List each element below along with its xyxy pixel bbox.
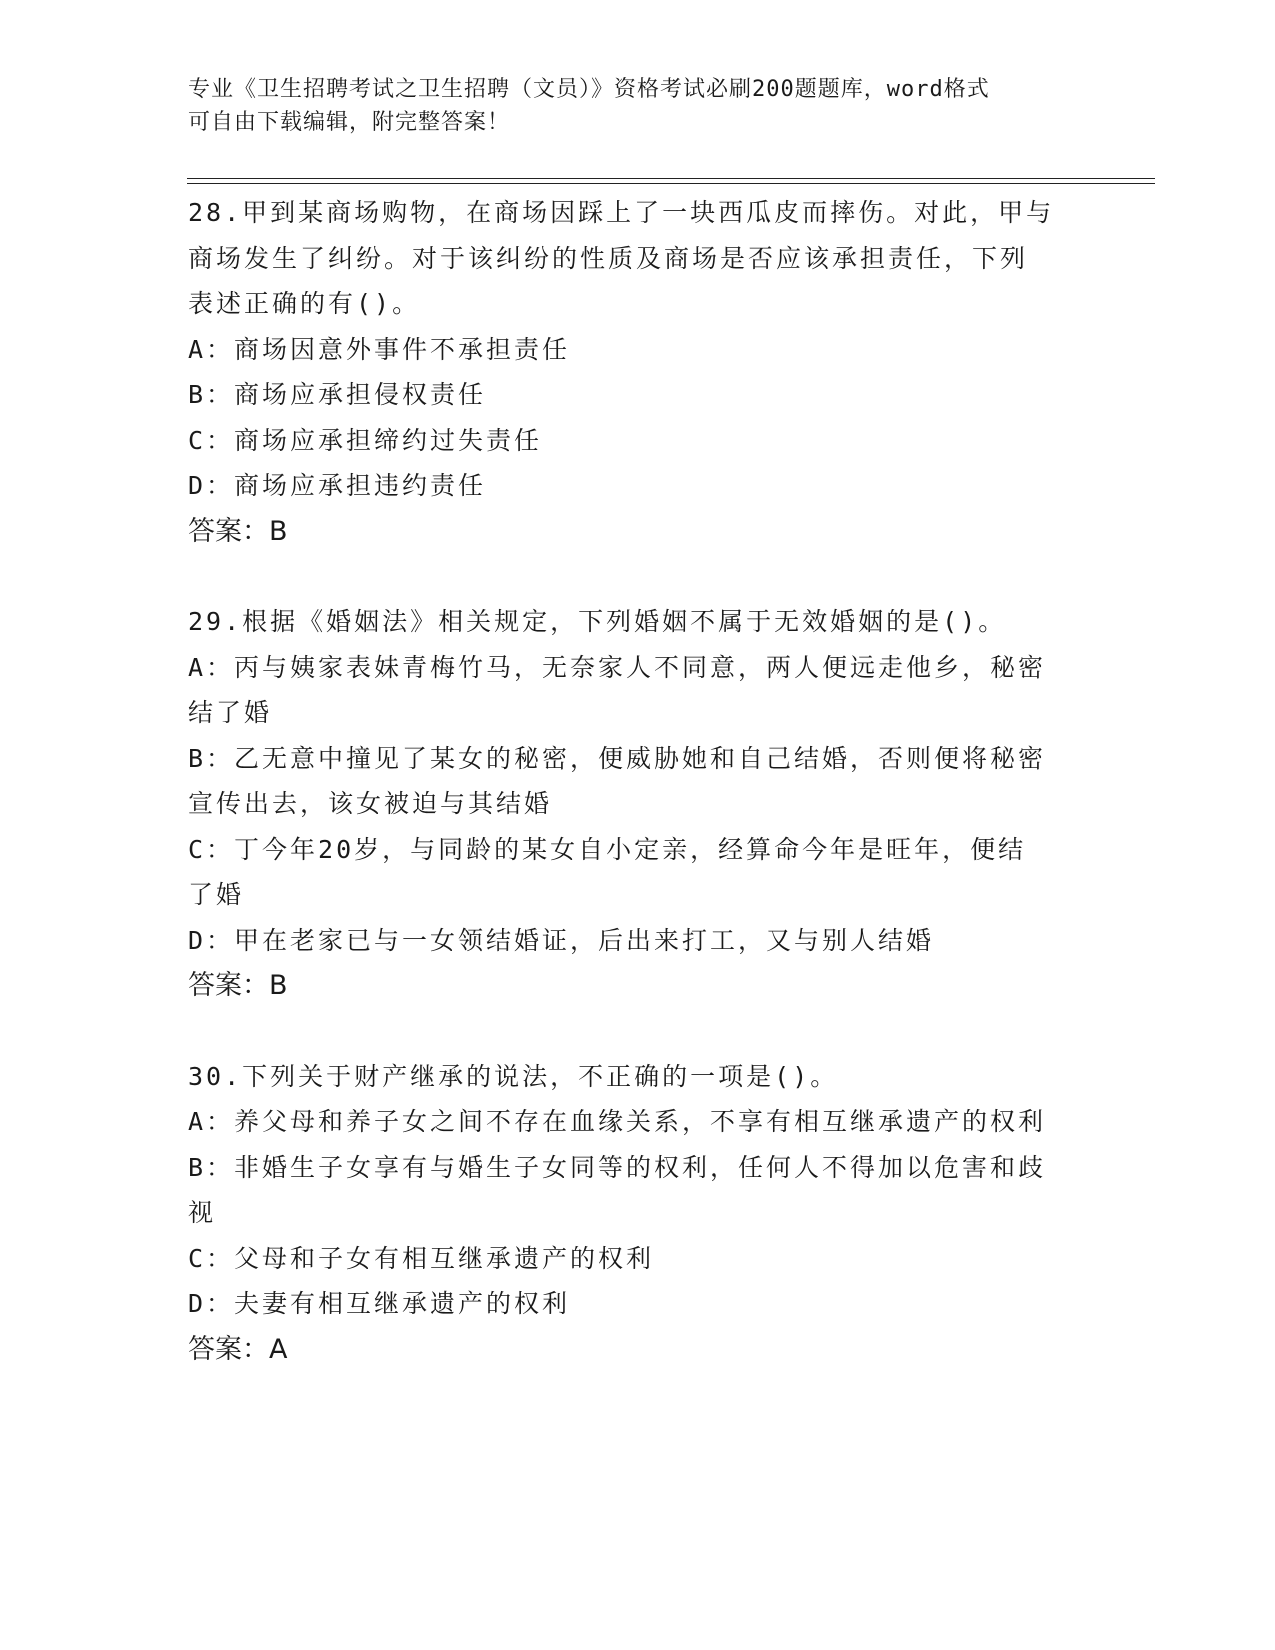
- option-b-continued: 宣传出去，该女被迫与其结婚: [188, 789, 553, 818]
- question-spacer: [188, 554, 1088, 599]
- option-c-continued: 了婚: [188, 880, 245, 909]
- question-list: [188, 190, 1088, 1372]
- question-stem-line: 商场发生了纠纷。对于该纠纷的性质及商场是否应该承担责任，下列: [188, 243, 1029, 273]
- document-header: [188, 73, 1088, 139]
- option-b-continued: 视: [188, 1198, 217, 1227]
- option-b: B：非婚生子女享有与婚生子女同等的权利，任何人不得加以危害和歧: [188, 1152, 1047, 1182]
- question-stem-line: 30.下列关于财产继承的说法，不正确的一项是()。: [188, 1061, 839, 1091]
- header-divider-top: [187, 178, 1155, 179]
- header-divider-bottom: [187, 183, 1155, 184]
- question-stem-line: 表述正确的有()。: [188, 289, 421, 318]
- option-a: A：商场因意外事件不承担责任: [188, 334, 571, 364]
- option-a: A：丙与姨家表妹青梅竹马，无奈家人不同意，两人便远走他乡，秘密: [188, 652, 1047, 682]
- option-c: C：丁今年20岁，与同龄的某女自小定亲，经算命今年是旺年，便结: [188, 834, 1027, 864]
- option-a: A：养父母和养子女之间不存在血缘关系，不享有相互继承遗产的权利: [188, 1107, 1047, 1136]
- option-d: D：商场应承担违约责任: [188, 471, 487, 500]
- question-28: [188, 190, 1088, 554]
- question-30: [188, 1054, 1088, 1373]
- answer-label: 答案：B: [188, 970, 288, 1001]
- question-stem-line: 29.根据《婚姻法》相关规定，下列婚姻不属于无效婚姻的是()。: [188, 607, 1007, 636]
- option-a-continued: 结了婚: [188, 698, 273, 727]
- option-d: D：夫妻有相互继承遗产的权利: [188, 1289, 571, 1318]
- question-spacer: [188, 1009, 1088, 1054]
- option-d: D：甲在老家已与一女领结婚证，后出来打工，又与别人结婚: [188, 925, 935, 955]
- option-c: C：父母和子女有相互继承遗产的权利: [188, 1243, 655, 1273]
- header-line-2: 可自由下载编辑，附完整答案！: [188, 110, 511, 135]
- option-b: B：乙无意中撞见了某女的秘密，便威胁她和自己结婚，否则便将秘密: [188, 743, 1047, 773]
- option-c: C：商场应承担缔约过失责任: [188, 425, 543, 455]
- header-line-1: 专业《卫生招聘考试之卫生招聘（文员）》资格考试必刷200题题库，word格式: [188, 77, 990, 102]
- option-b: B：商场应承担侵权责任: [188, 380, 487, 409]
- question-stem-line: 28.甲到某商场购物，在商场因踩上了一块西瓜皮而摔伤。对此，甲与: [188, 198, 1055, 227]
- answer-label: 答案：B: [188, 515, 288, 547]
- question-29: [188, 599, 1088, 1009]
- answer-label: 答案：A: [188, 1333, 288, 1365]
